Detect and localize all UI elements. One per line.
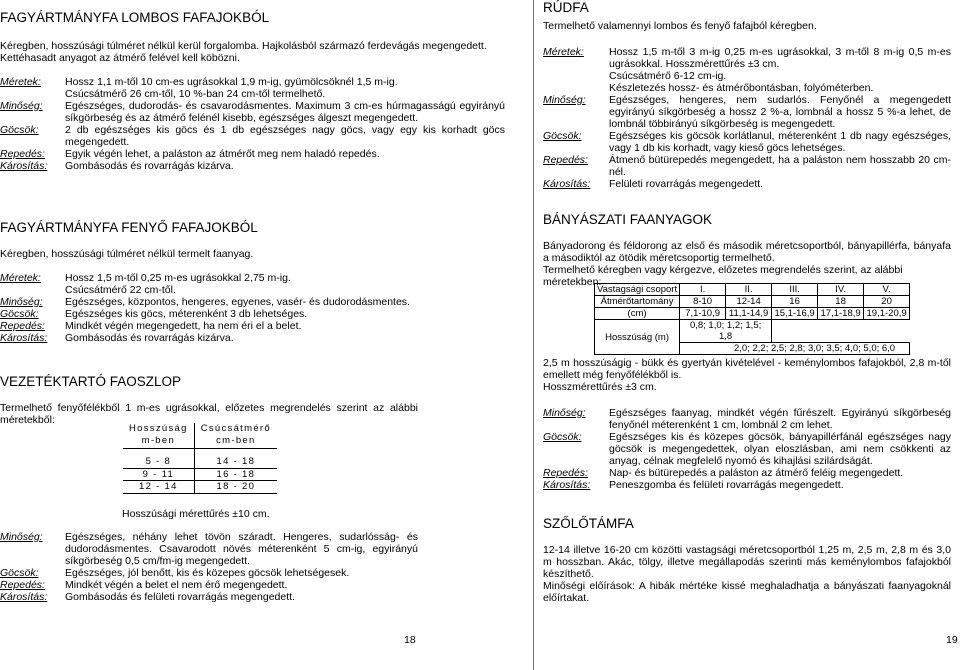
page-number-left: 18: [404, 634, 416, 646]
table-header: Hosszúság m-ben: [123, 423, 194, 449]
table-cell: 19,1-20,9: [864, 308, 910, 320]
table-row: [595, 296, 910, 308]
table-cell: 0,8; 1,0; 1,2; 1,5; 1,8: [680, 320, 772, 343]
property-text: Egészséges, dudorodás- és csavarodásmentes. Maximum 3 cm-es húrmagasságú egyirányú síkgörbeség és az átmérő felénél kisebb, egészséges álgeszt megengedett.: [65, 100, 505, 124]
property-row-meretek: [0, 76, 505, 100]
property-text: Egészséges, jól benőtt, kis és közepes göcsök lehetségesek.: [65, 567, 350, 579]
property-row-minoseg: [543, 407, 951, 431]
table-cell: Átmérőtartomány: [595, 296, 680, 308]
section-intro-2: Termelhető kéregben vagy kérgezve, előzetes megrendelés szerint, az alábbi méretekben:: [543, 264, 903, 288]
section-title: BÁNYÁSZATI FAANYAGOK: [543, 212, 713, 227]
property-text: Mindkét végén a belet el nem érő megengedett.: [65, 579, 288, 591]
property-text: Nap- és bütürepedés a paláston az átmérő feléig megengedett.: [609, 467, 904, 479]
property-row-karositas: [0, 591, 418, 603]
property-text: Gombásodás és rovarrágás kizárva.: [65, 160, 234, 172]
section-intro: Kéregben, hosszúsági túlméret nélkül kerül forgalomba. Hajkolásból származó ferdevágás megengedett. Kettéhasadt anyagot az átmérő felével kell köbözni.: [0, 40, 487, 64]
table-cell: 7,1-10,9: [680, 308, 726, 320]
page-number-right: 19: [946, 634, 958, 646]
table-cell: 16 - 18: [194, 468, 277, 481]
section-banyaszati-faanyagok: [543, 212, 951, 288]
section-intro: Bányadorong és féldorong az első és második méretcsoportból, bányapillérfa, bányafa a másodiktól az ötödik méretcsoportig termelhető.: [543, 240, 951, 264]
section-intro: Termelhető fenyőfélékből 1 m-es ugrásokkal, előzetes megrendelés szerint az alábbi méretekből:: [0, 402, 418, 426]
pole-tolerance-note: Hosszúsági mérettűrés ±10 cm.: [122, 508, 270, 520]
property-text: Átmenő bütürepedés megengedett, ha a paláston nem hosszabb 20 cm-nél.: [609, 154, 951, 178]
property-label: Károsítás:: [0, 591, 48, 603]
property-label: Repedés:: [0, 320, 45, 332]
table-cell: 20: [864, 296, 910, 308]
table-cell: 14 - 18: [194, 456, 277, 468]
section-vezetektarto-faoszlop: [0, 374, 418, 426]
property-label: Minőség:: [543, 94, 586, 106]
table-cell: 8-10: [680, 296, 726, 308]
table-cell: 11,1-14,9: [726, 308, 772, 320]
table-cell: 9 - 11: [123, 468, 194, 481]
property-list: [0, 272, 505, 344]
property-text: Mindkét végén megengedett, ha nem éri el a belet.: [65, 320, 302, 332]
table-row: [595, 320, 910, 343]
table-cell: 12-14: [726, 296, 772, 308]
mining-paragraph: 2,5 m hosszúságig - bükk és gyertyán kivételével - keménylombos fafajokból, 2,8 m-től emellett még fenyőfélékből is. Hosszmérettűrés ±3 cm.: [543, 357, 951, 393]
property-row-minoseg: [0, 100, 505, 124]
property-label: Károsítás:: [0, 160, 48, 172]
property-row-repedes: [543, 154, 951, 178]
property-row-repedes: [0, 320, 505, 332]
property-list: [543, 407, 951, 491]
pole-property-list: [0, 531, 418, 603]
table-cell: 12 - 14: [123, 481, 194, 494]
property-row-gocsok: [0, 567, 418, 579]
section-title: FAGYÁRTMÁNYFA LOMBOS FAFAJOKBÓL: [0, 10, 270, 25]
section-szolotamfa: [543, 516, 951, 604]
property-row-meretek: [0, 272, 505, 296]
property-text: Egészséges, hengeres, nem sudarlós. Fenyőnél a megengedett egyirányú síkgörbeség a hossz 2 %-a, lombnál a hossz 5 %-a lehet, de lombnál többirányú síkgörbeség is megengedett.: [609, 94, 951, 130]
section-text: 12-14 illetve 16-20 cm közötti vastagsági méretcsoportból 1,25 m, 2,5 m, 2,8 m és 3,0 m hosszban. Akác, tölgy, illetve megállapodás szerinti más keménylombos fafajokból készíthető. Minőségi előírások: A hibák mértéke kissé meghaladhatja a bányászati faanyagoknál előírtakat.: [543, 544, 951, 604]
mining-body: [543, 357, 951, 491]
table-row: [123, 481, 277, 494]
property-row-repedes: [0, 579, 418, 591]
property-row-minoseg: [0, 296, 505, 308]
property-text: Egészséges, néhány lehet tövön száradt. Hengeres, sudarlósság- és dudorodásmentes. Csavarodott növés méterenként 5 cm-ig, egyirányú síkgörbeség 0,5 cm/fm-ig megengedett.: [65, 531, 418, 567]
property-label: Göcsök:: [0, 308, 39, 320]
table-cell: 16: [772, 296, 818, 308]
property-row-gocsok: [0, 124, 505, 148]
property-text: Egészséges kis göcs, méterenként 3 db lehetséges.: [65, 308, 308, 320]
dimension-table: [123, 423, 277, 494]
table-cell: 17,1-18,9: [818, 308, 864, 320]
property-row-karositas: [543, 479, 951, 491]
property-row-gocsok: [543, 431, 951, 467]
property-label: Repedés:: [0, 148, 45, 160]
property-label: Repedés:: [0, 579, 45, 591]
property-text: Peneszgomba és felületi rovarrágás megengedett.: [609, 479, 844, 491]
property-label: Minőség:: [0, 100, 43, 112]
table-header: Vastagsági csoport: [595, 284, 680, 296]
property-label: Károsítás:: [0, 332, 48, 344]
property-row-karositas: [0, 160, 505, 172]
section-title: SZŐLŐTÁMFA: [543, 516, 634, 531]
table-cell: 5 - 8: [123, 456, 194, 468]
property-text: 2 db egészséges kis göcs és 1 db egészséges nagy göcs, vagy egy kis korhadt göcs megengedett.: [65, 124, 505, 148]
table-cell: 2,0; 2,2; 2,5; 2,8; 3,0; 3,5; 4,0; 5,0; 6,0: [680, 343, 910, 355]
section-title: RÚDFA: [543, 0, 589, 15]
property-label: Göcsök:: [543, 130, 582, 142]
property-label: Méretek:: [0, 76, 41, 88]
table-header: IV.: [818, 284, 864, 296]
table-row: [595, 308, 910, 320]
property-text: Gombásodás és felületi rovarrágás megengedett.: [65, 591, 295, 603]
table-cell: 15,1-16,9: [772, 308, 818, 320]
property-row-repedes: [543, 467, 951, 479]
table-cell: Hosszúság (m): [595, 320, 680, 355]
property-row-meretek: [543, 46, 951, 94]
property-text: Gombásodás és rovarrágás kizárva.: [65, 332, 234, 344]
section-fagyartmanyfa-fenyo: [0, 220, 505, 344]
section-title: FAGYÁRTMÁNYFA FENYŐ FAFAJOKBÓL: [0, 220, 258, 235]
table-row: [123, 456, 277, 468]
property-row-repedes: [0, 148, 505, 160]
table-header: III.: [772, 284, 818, 296]
property-row-gocsok: [543, 130, 951, 154]
property-label: Göcsök:: [0, 567, 39, 579]
property-row-karositas: [0, 332, 505, 344]
property-row-minoseg: [0, 531, 418, 567]
section-fagyartmanyfa-lombos: [0, 10, 505, 172]
property-row-gocsok: [0, 308, 505, 320]
property-label: Méretek:: [0, 272, 41, 284]
property-text: Egészséges, központos, hengeres, egyenes, vasér- és dudorodásmentes.: [65, 296, 410, 308]
dimension-table: [594, 283, 910, 355]
property-text: Felületi rovarrágás megengedett.: [609, 178, 764, 190]
property-row-minoseg: [543, 94, 951, 130]
table-header: II.: [726, 284, 772, 296]
property-label: Repedés:: [543, 467, 588, 479]
section-intro: Kéregben, hosszúsági túlméret nélkül termelt faanyag.: [0, 248, 254, 260]
property-label: Repedés:: [543, 154, 588, 166]
pole-dimension-table: [123, 423, 277, 494]
property-list: [543, 46, 951, 190]
property-row-karositas: [543, 178, 951, 190]
property-label: Méretek:: [543, 46, 584, 58]
table-header: Csúcsátmérő cm-ben: [194, 423, 277, 449]
property-text: Egészséges kis göcsök korlátlanul, méterenként 1 db nagy egészséges, vagy 1 db kis korhadt, vagy kieső göcs lehetséges.: [609, 130, 951, 154]
property-label: Göcsök:: [0, 124, 39, 136]
section-title: VEZETÉKTARTÓ FAOSZLOP: [0, 374, 182, 389]
table-row: [123, 468, 277, 481]
table-header: I.: [680, 284, 726, 296]
table-cell: 18: [818, 296, 864, 308]
property-label: Károsítás:: [543, 178, 591, 190]
mining-dimension-table: [594, 283, 910, 355]
table-header: V.: [864, 284, 910, 296]
property-label: Göcsök:: [543, 431, 582, 443]
page-divider-line: [533, 0, 534, 670]
property-label: Károsítás:: [543, 479, 591, 491]
table-cell: 18 - 20: [194, 481, 277, 494]
property-text: Egészséges faanyag, mindkét végén fűrészelt. Egyirányú síkgörbeség fenyőnél méterenként 1 cm, lombnál 2 cm lehet.: [609, 407, 951, 431]
property-text: Hossz 1,5 m-től 0,25 m-es ugrásokkal 2,75 m-ig. Csúcsátmérő 22 cm-től.: [65, 272, 291, 296]
table-row: [595, 284, 910, 296]
property-text: Hossz 1,1 m-től 10 cm-es ugrásokkal 1,9 m-ig, gyümölcsöknél 1,5 m-ig. Csúcsátmérő 26 cm-től, 10 %-ban 24 cm-től termelhető.: [65, 76, 398, 100]
property-list: [0, 76, 505, 172]
property-text: Hossz 1,5 m-től 3 m-ig 0,25 m-es ugrásokkal, 3 m-től 8 m-ig 0,5 m-es ugrásokkal. Hosszmérettűrés ±3 cm. Csúcsátmérő 6-12 cm-ig. Készletezés hossz- és átmérőbontásban, folyóméterben.: [609, 46, 951, 94]
section-rudfa: [543, 0, 951, 190]
table-cell: (cm): [595, 308, 680, 320]
property-label: Minőség:: [543, 407, 586, 419]
property-text: Egyik végén lehet, a paláston az átmérőt meg nem haladó repedés.: [65, 148, 380, 160]
property-text: Egészséges kis és közepes göcsök, bányapillérfánál egészséges nagy göcsök is megengedettek, olyan eloszlásban, ami nem csökkenti az anyag, célnak megfelelő nyomó és kihajlási szilárdságát.: [609, 431, 951, 467]
section-intro: Termelhető valamennyi lombos és fenyő fafajból kéregben.: [543, 20, 817, 32]
property-label: Minőség:: [0, 296, 43, 308]
property-label: Minőség:: [0, 531, 43, 543]
